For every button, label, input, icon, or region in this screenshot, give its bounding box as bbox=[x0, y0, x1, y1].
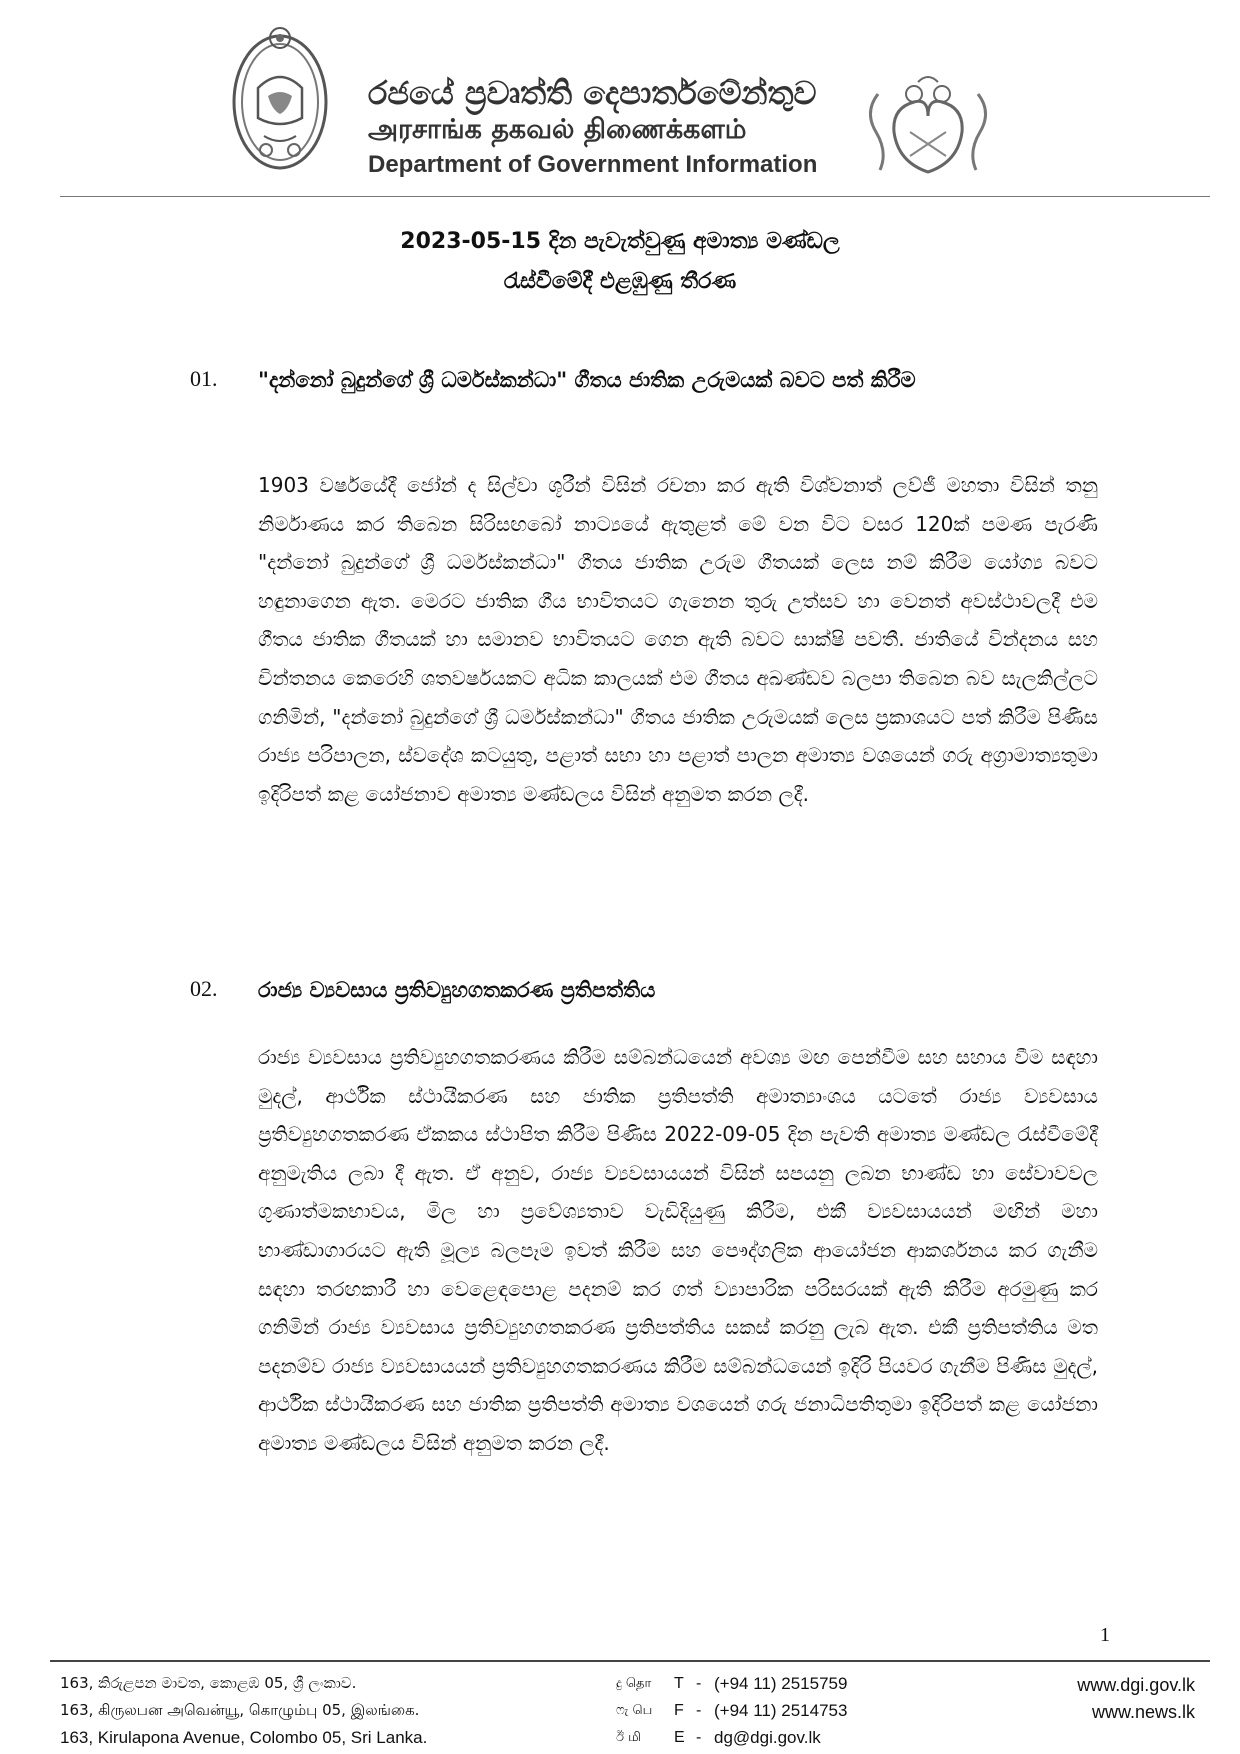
contact-email: ඊ மி E - dg@dgi.gov.lk bbox=[616, 1724, 847, 1751]
document-title-line-1: 2023-05-15 දින පැවැත්වුණු අමාත්‍ය මණ්ඩල bbox=[400, 229, 840, 254]
contact-label-local: ඊ மி bbox=[616, 1730, 641, 1745]
document-title-line-2: රැස්වීමේදී එළඹුණු තීරණ bbox=[503, 269, 737, 294]
traditional-ornament-icon bbox=[858, 72, 998, 180]
contact-telephone: දු தொ T - (+94 11) 2515759 bbox=[616, 1670, 847, 1697]
org-name-english: Department of Government Information bbox=[368, 151, 818, 178]
org-name-tamil: அரசாங்க தகவல் திணைக்களம் bbox=[368, 114, 747, 145]
fax-number: (+94 11) 2514753 bbox=[714, 1701, 848, 1720]
telephone-number: (+94 11) 2515759 bbox=[714, 1674, 848, 1693]
footer-contacts bbox=[616, 1670, 847, 1751]
section-number: 01. bbox=[190, 366, 218, 391]
document-title bbox=[270, 222, 970, 302]
footer-divider bbox=[50, 1660, 1210, 1662]
contact-letter: F bbox=[674, 1702, 684, 1719]
contact-letter: T bbox=[674, 1675, 684, 1692]
contact-fax: ෆැ பெ F - (+94 11) 2514753 bbox=[616, 1697, 847, 1724]
national-emblem-icon bbox=[228, 18, 332, 178]
address-english: 163, Kirulapona Avenue, Colombo 05, Sri Lanka. bbox=[60, 1728, 428, 1747]
section-body: 1903 වර්ෂයේදී ජෝන් ද සිල්වා ශූරීන් විසින් රචනා කර ඇති විශ්වනාත් ලව්ජී මහතා විසින් තනු නිර්මාණය කර තිබෙන සිරිසඟබෝ නාට්‍යයේ ඇතුළත් මේ වන විට වසර 120ක් පමණ පැරණි "දන්නෝ බුදුන්ගේ ශ්‍රී ධර්මස්කන්ධා" ගීතය ජාතික උරුම ගීතයක් ලෙස නම් කිරීම යෝග්‍ය බවට හඳුනාගෙන ඇත. මෙරට ජාතික ගීය භාවිතයට ගැනෙන තුරු උත්සව හා වෙනත් අවස්ථාවලදී එම ගීතය ජාතික ගීතයක් හා සමානව භාවිතයට ගෙන ඇති බවට සාක්ෂි පවතී. ජාතියේ වින්දනය සහ චින්තනය කෙරෙහි ශතවර්ෂයකට අධික කාලයක් එම ගීතය අඛණ්ඩව බලපා තිබෙන බව සැලකිල්ලට ගනිමින්, "දන්නෝ බුදුන්ගේ ශ්‍රී ධර්මස්කන්ධා" ගීතය ජාතික උරුමයක් ලෙස ප්‍රකාශයට පත් කිරීම පිණිස රාජ්‍ය පරිපාලන, ස්වදේශ කටයුතු, පළාත් සභා හා පළාත් පාලන අමාත්‍ය වශයෙන් ගරු අග්‍රාමාත්‍යතුමා ඉදිරිපත් කළ යෝජනාව අමාත්‍ය මණ්ඩලය විසින් අනුමත කරන ලදී. bbox=[258, 473, 1098, 806]
page-number: 1 bbox=[1100, 1624, 1110, 1646]
org-name-sinhala: රජයේ ප්‍රවෘත්ති දෙපාර්තමේන්තුව bbox=[368, 74, 817, 112]
contact-letter: E bbox=[674, 1729, 685, 1746]
organization-name-block bbox=[368, 74, 818, 182]
contact-label-local: ෆැ பெ bbox=[616, 1703, 653, 1718]
website-link[interactable]: www.dgi.gov.lk bbox=[1077, 1675, 1195, 1695]
section-title: "දන්නෝ බුදුන්ගේ ශ්‍රී ධර්මස්කන්ධා" ගීතය ජාතික උරුමයක් බවට පත් කිරීම bbox=[258, 368, 916, 392]
section-number: 02. bbox=[190, 976, 218, 1001]
contact-label-local: දු தொ bbox=[616, 1676, 652, 1691]
email-address: dg@dgi.gov.lk bbox=[714, 1728, 821, 1747]
section-body: රාජ්‍ය ව්‍යවසාය ප්‍රතිව්‍යුහගතකරණය කිරීම සම්බන්ධයෙන් අවශ්‍ය මඟ පෙන්වීම සහ සහාය වීම සඳහා මුදල්, ආර්ථික ස්ථායීකරණ සහ ජාතික ප්‍රතිපත්ති අමාත්‍යාංශය යටතේ රාජ්‍ය ව්‍යවසාය ප්‍රතිව්‍යුහගතකරණ ඒකකය ස්ථාපිත කිරීම පිණිස 2022-09-05 දින පැවති අමාත්‍ය මණ්ඩල රැස්වීමේදී අනුමැතිය ලබා දී ඇත. ඒ අනුව, රාජ්‍ය ව්‍යවසායයන් විසින් සපයනු ලබන භාණ්ඩ හා සේවාවවල ගුණාත්මකභාවය, මිල හා ප්‍රවේශ්‍යතාව වැඩිදියුණු කිරීම, එකී ව්‍යවසායයන් මඟින් මහා භාණ්ඩාගාරයට ඇති මූල්‍ය බලපෑම ඉවත් කිරීම සහ පෞද්ගලික ආයෝජන ආකර්ශනය කර ගැනීම සඳහා තරඟකාරී හා වෙළෙඳපොළ පදනම් කර ගත් ව්‍යාපාරික පරිසරයක් ඇති කිරීම අරමුණු කර ගනිමින් රාජ්‍ය ව්‍යවසාය ප්‍රතිව්‍යුහගතකරණ ප්‍රතිපත්තිය සකස් කරනු ලැබ ඇත. එකී ප්‍රතිපත්තිය මත පදනම්ව රාජ්‍ය ව්‍යවසායයන් ප්‍රතිව්‍යුහගතකරණය කිරීම සම්බන්ධයෙන් ඉදිරි පියවර ගැනීම පිණිස මුදල්, ආර්ථික ස්ථායීකරණ සහ ජාතික ප්‍රතිපත්ති අමාත්‍ය වශයෙන් ගරු ජනාධිපතිතුමා ඉදිරිපත් කළ යෝජනා අමාත්‍ය මණ්ඩලය විසින් අනුමත කරන ලදී. bbox=[258, 1045, 1098, 1455]
header-divider bbox=[60, 196, 1210, 197]
website-link[interactable]: www.news.lk bbox=[1091, 1702, 1195, 1722]
footer-websites bbox=[1000, 1672, 1195, 1726]
address-tamil: 163, கிருலபன அவென்யூ, கொழும்பு 05, இலங்கை. bbox=[60, 1701, 420, 1719]
footer-address bbox=[60, 1670, 427, 1751]
section-title: රාජ්‍ය ව්‍යවසාය ප්‍රතිව්‍යුහගතකරණ ප්‍රතිපත්තිය bbox=[258, 978, 656, 1002]
address-sinhala: 163, කිරුළපන මාවත, කොළඹ 05, ශ්‍රී ලංකාව. bbox=[60, 1674, 357, 1692]
